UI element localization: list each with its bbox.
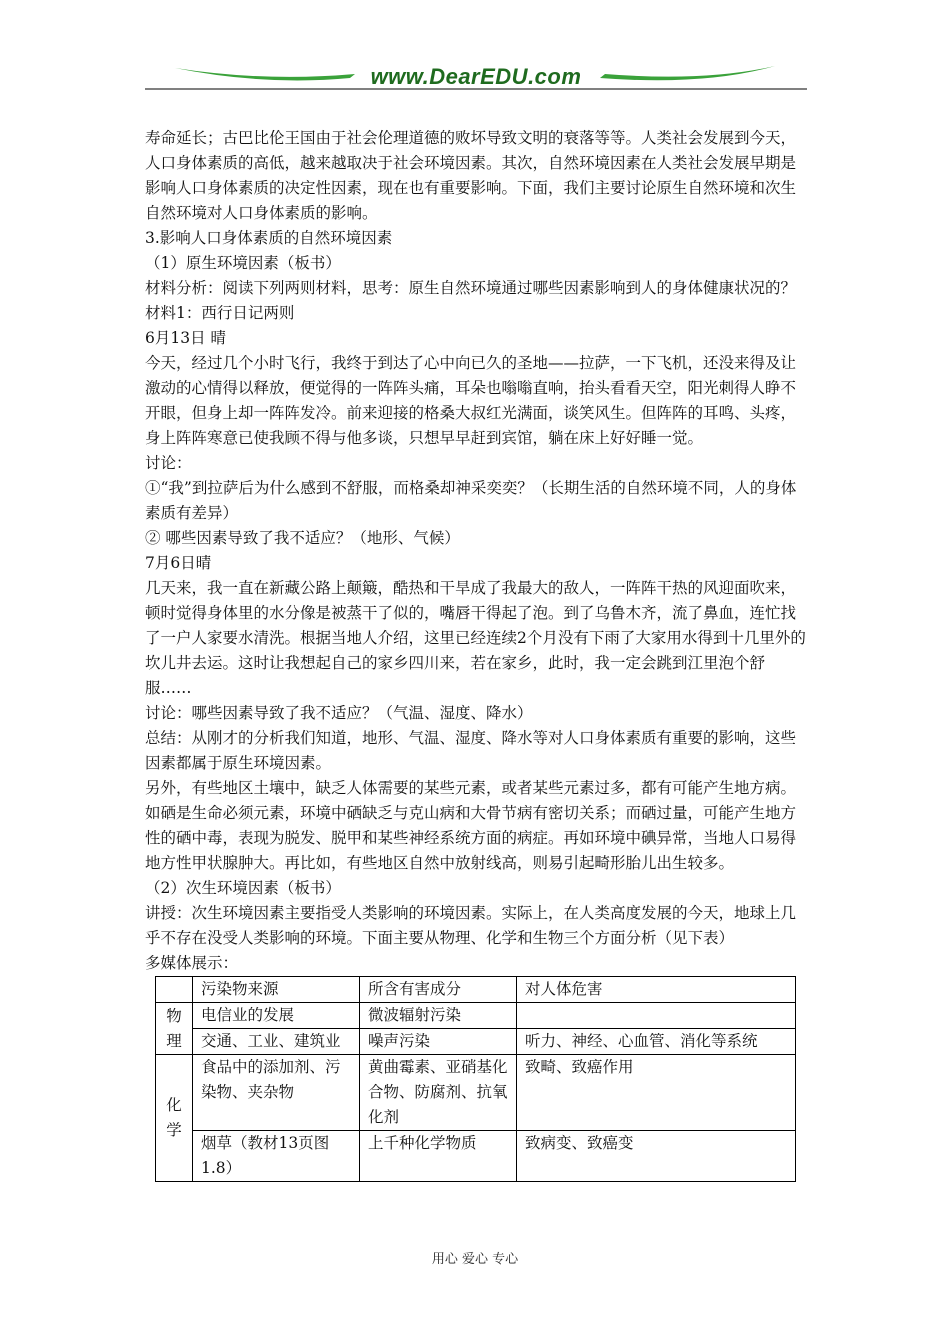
table-cell: 电信业的发展 [193,1003,360,1029]
paragraph: 7月6日晴 [145,554,212,572]
table-cell: 噪声污染 [360,1029,517,1055]
document-body [145,126,807,1182]
table-cell: 交通、工业、建筑业 [193,1029,360,1055]
table-cell: 致病变、致癌变 [517,1131,796,1182]
paragraph: 讨论： [145,454,192,472]
paragraph: 材料1：西行日记两则 [145,304,295,322]
paragraph: 总结：从刚才的分析我们知道，地形、气温、湿度、降水等对人口身体素质有重要的影响，这些因素都属于原生环境因素。 [145,729,797,772]
category-cell-physics: 物理 [156,1003,193,1055]
table-header-cell: 污染物来源 [193,977,360,1003]
paragraph: 讲授：次生环境因素主要指受人类影响的环境因素。实际上，在人类高度发展的今天，地球上几乎不存在没受人类影响的环境。下面主要从物理、化学和生物三个方面分析（见下表） [145,904,797,947]
subsection-heading: （2）次生环境因素（板书） [145,879,341,897]
paragraph: 几天来，我一直在新藏公路上颠簸，酷热和干旱成了我最大的敌人，一阵阵干热的风迎面吹来，顿时觉得身体里的水分像是被蒸干了似的，嘴唇干得起了泡。到了乌鲁木齐，流了鼻血，连忙找了一户人家要水清洗。根据当地人介绍，这里已经连续2个月没有下雨了大家用水得到十几里外的坎儿井去运。这时让我想起自己的家乡四川来，若在家乡，此时，我一定会跳到江里泡个舒服…… [145,579,806,697]
table-cell: 食品中的添加剂、污染物、夹杂物 [193,1055,360,1131]
page-footer: 用心 爱心 专心 [431,1252,519,1267]
table-header-cell: 所含有害成分 [360,977,517,1003]
table-cell: 黄曲霉素、亚硝基化合物、防腐剂、抗氧化剂 [360,1055,517,1131]
table-header-cell [156,977,193,1003]
table-cell: 烟草（教材13页图1.8） [193,1131,360,1182]
category-cell-chemistry: 化学 [156,1055,193,1182]
table-row [156,1029,796,1055]
paragraph: ①“我”到拉萨后为什么感到不舒服，而格桑却神采奕奕？（长期生活的自然环境不同，人的身体素质有差异） [145,479,797,522]
table-cell: 听力、神经、心血管、消化等系统 [517,1029,796,1055]
section-heading: 3.影响人口身体素质的自然环境因素 [145,229,393,247]
paragraph: ② 哪些因素导致了我不适应？（地形、气候） [145,529,460,547]
table-cell: 上千种化学物质 [360,1131,517,1182]
subsection-heading: （1）原生环境因素（板书） [145,254,341,272]
page-header [145,62,807,92]
table-cell: 微波辐射污染 [360,1003,517,1029]
table-header-row [156,977,796,1003]
paragraph: 今天，经过几个小时飞行，我终于到达了心中向已久的圣地——拉萨，一下飞机，还没来得及让激动的心情得以释放，便觉得的一阵阵头痛，耳朵也嗡嗡直响，抬头看看天空，阳光刺得人睁不开眼，但身上却一阵阵发冷。前来迎接的格桑大叔红光满面，谈笑风生。但阵阵的耳鸣、头疼，身上阵阵寒意已使我顾不得与他多谈，只想早早赶到宾馆，躺在床上好好睡一觉。 [145,354,797,447]
paragraph: 6月13日 晴 [145,329,227,347]
table-cell [517,1003,796,1029]
table-row [156,1003,796,1029]
table-row [156,1055,796,1131]
table-cell: 致畸、致癌作用 [517,1055,796,1131]
table-header-cell: 对人体危害 [517,977,796,1003]
paragraph: 多媒体展示： [145,954,239,972]
paragraph: 材料分析：阅读下列两则材料，思考：原生自然环境通过哪些因素影响到人的身体健康状况的？ [145,279,797,297]
paragraph: 另外，有些地区土壤中，缺乏人体需要的某些元素，或者某些元素过多，都有可能产生地方病。如硒是生命必须元素，环境中硒缺乏与克山病和大骨节病有密切关系；而硒过量，可能产生地方性的硒中毒，表现为脱发、脱甲和某些神经系统方面的病症。再如环境中碘异常，当地人口易得地方性甲状腺肿大。再比如，有些地区自然中放射线高，则易引起畸形胎儿出生较多。 [145,779,797,872]
table-row [156,1131,796,1182]
paragraph: 讨论：哪些因素导致了我不适应？（气温、湿度、降水） [145,704,533,722]
brand-logo-text: www.DearEDU.com [370,64,582,89]
paragraph: 寿命延长；古巴比伦王国由于社会伦理道德的败坏导致文明的衰落等等。人类社会发展到今天，人口身体素质的高低，越来越取决于社会环境因素。其次，自然环境因素在人类社会发展早期是影响人口身体素质的决定性因素，现在也有重要影响。下面，我们主要讨论原生自然环境和次生自然环境对人口身体素质的影响。 [145,129,797,222]
pollution-table [155,976,796,1182]
